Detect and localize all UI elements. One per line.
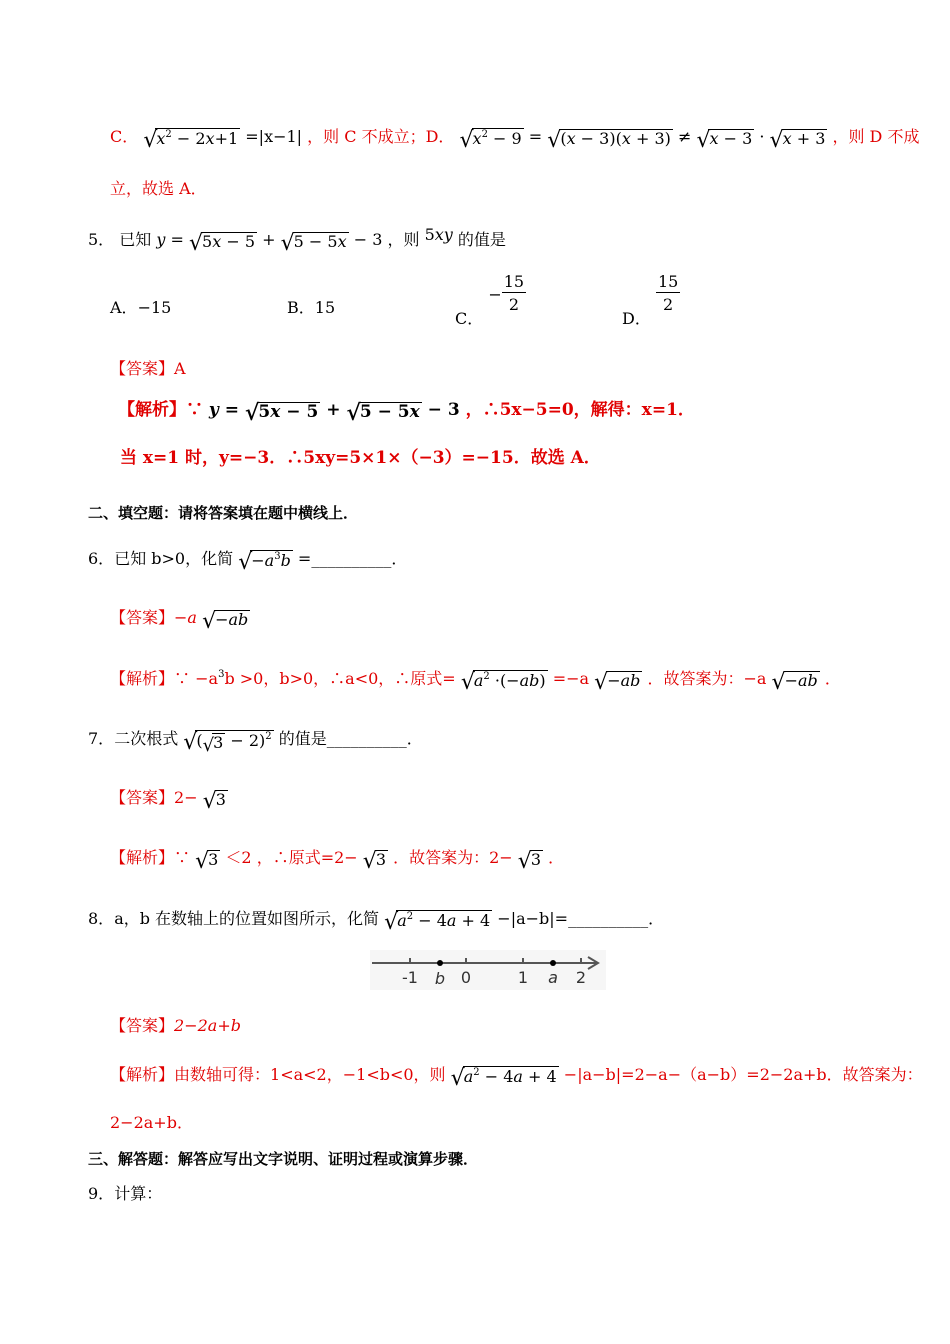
section2-heading: 二、填空题：请将答案填在题中横线上． <box>88 504 359 522</box>
q4-c-text: ，则 C 不成立；D． <box>307 127 455 146</box>
q4-conclusion: 立，故选 A． <box>110 179 207 198</box>
q5-stem <box>88 227 506 255</box>
q4-d-text: ，则 D 不成 <box>832 127 920 146</box>
section3-heading: 三、解答题：解答应写出文字说明、证明过程或演算步骤． <box>88 1150 479 1168</box>
q5-5xy: 5xy <box>424 225 453 244</box>
q7-formula: $√(√3 - 2)^2$ <box>183 730 272 756</box>
q4-c-label: C． <box>110 127 139 146</box>
q7-answer: 【答案】2− √3 <box>110 788 226 814</box>
q5-stem-mid: ，则 <box>387 230 420 249</box>
q5-formula: y = √5x − 5 + √5 − 5x − 3 <box>156 230 388 256</box>
number-line-svg <box>370 950 606 990</box>
label-b: b <box>434 969 446 988</box>
number-line-figure <box>370 950 606 990</box>
q5-stem-pre: 已知 <box>119 230 152 249</box>
q5-option-b: B．15 <box>287 298 336 317</box>
q5-option-d: D． $\frac{15}{2}$ <box>622 272 679 328</box>
q5-option-a: A．−15 <box>110 298 172 317</box>
q5-analysis-line2: 当 x=1 时，y=−3．∴5xy=5×1×（−3）=−15．故选 A． <box>120 448 601 468</box>
point-a <box>550 960 556 966</box>
label-0: 0 <box>460 968 472 987</box>
q4-c-formula: $√x^2 - 2x+1 =|x-1|$ <box>143 127 303 153</box>
q4-option-c-line <box>110 128 919 152</box>
point-b <box>437 960 443 966</box>
label-minus1: -1 <box>402 968 418 987</box>
q8-stem: 8．a，b 在数轴上的位置如图所示，化简 $√a^2 - 4a + 4$ −|a−b|=__________． <box>88 909 665 935</box>
q5-option-c: C． − $\frac{15}{2}$ <box>455 272 525 328</box>
q6-answer: 【答案】−a √−ab <box>110 608 249 634</box>
q4-d-formula: $√x^2 - 9 = √(x - 3)(x + 3) \ne √x - 3 \cdot √x + 3$ <box>459 127 826 153</box>
q6-analysis: 【解析】∵ $-a^3b >0$，b>0，∴a<0，∴原式= $√a^2 \cdot(-ab) =-a$ √−ab ．故答案为：−a √−ab ． <box>110 669 841 695</box>
q9-stem: 9．计算： <box>88 1184 163 1203</box>
q5-analysis-line1: 【解析】∵ y = √5x − 5 + √5 − 5x − 3 ，∴5x−5=0，解得：x=1． <box>118 400 695 426</box>
q5-stem-post: 的值是 <box>457 230 506 249</box>
q6-formula: $√-a^3b$ <box>238 550 291 575</box>
q7-stem: 7．二次根式 $√(√3 - 2)^2$ 的值是__________． <box>88 729 423 756</box>
q8-formula: $√a^2 - 4a + 4$ <box>384 910 491 935</box>
q5-number: 5． <box>88 230 115 249</box>
label-2: 2 <box>575 968 587 987</box>
q7-analysis: 【解析】∵ √3 ＜2 ，∴原式=2− √3 ．故答案为：2− √3 ． <box>110 848 565 874</box>
q8-answer: 【答案】2−2a+b <box>110 1016 241 1035</box>
q8-analysis-line1: 【解析】由数轴可得：1<a<2，−1<b<0，则 $√a^2 - 4a + 4 -|a-b|=2-a-(a-b)=2-2a+b$．故答案为： <box>110 1065 923 1091</box>
label-a: a <box>548 968 558 987</box>
label-1: 1 <box>517 968 529 987</box>
q5-answer: 【答案】A <box>110 359 186 378</box>
q8-analysis-line2: 2−2a+b． <box>110 1113 193 1132</box>
q6-stem: 6．已知 b>0，化简 $√-a^3b$ =__________． <box>88 549 408 575</box>
